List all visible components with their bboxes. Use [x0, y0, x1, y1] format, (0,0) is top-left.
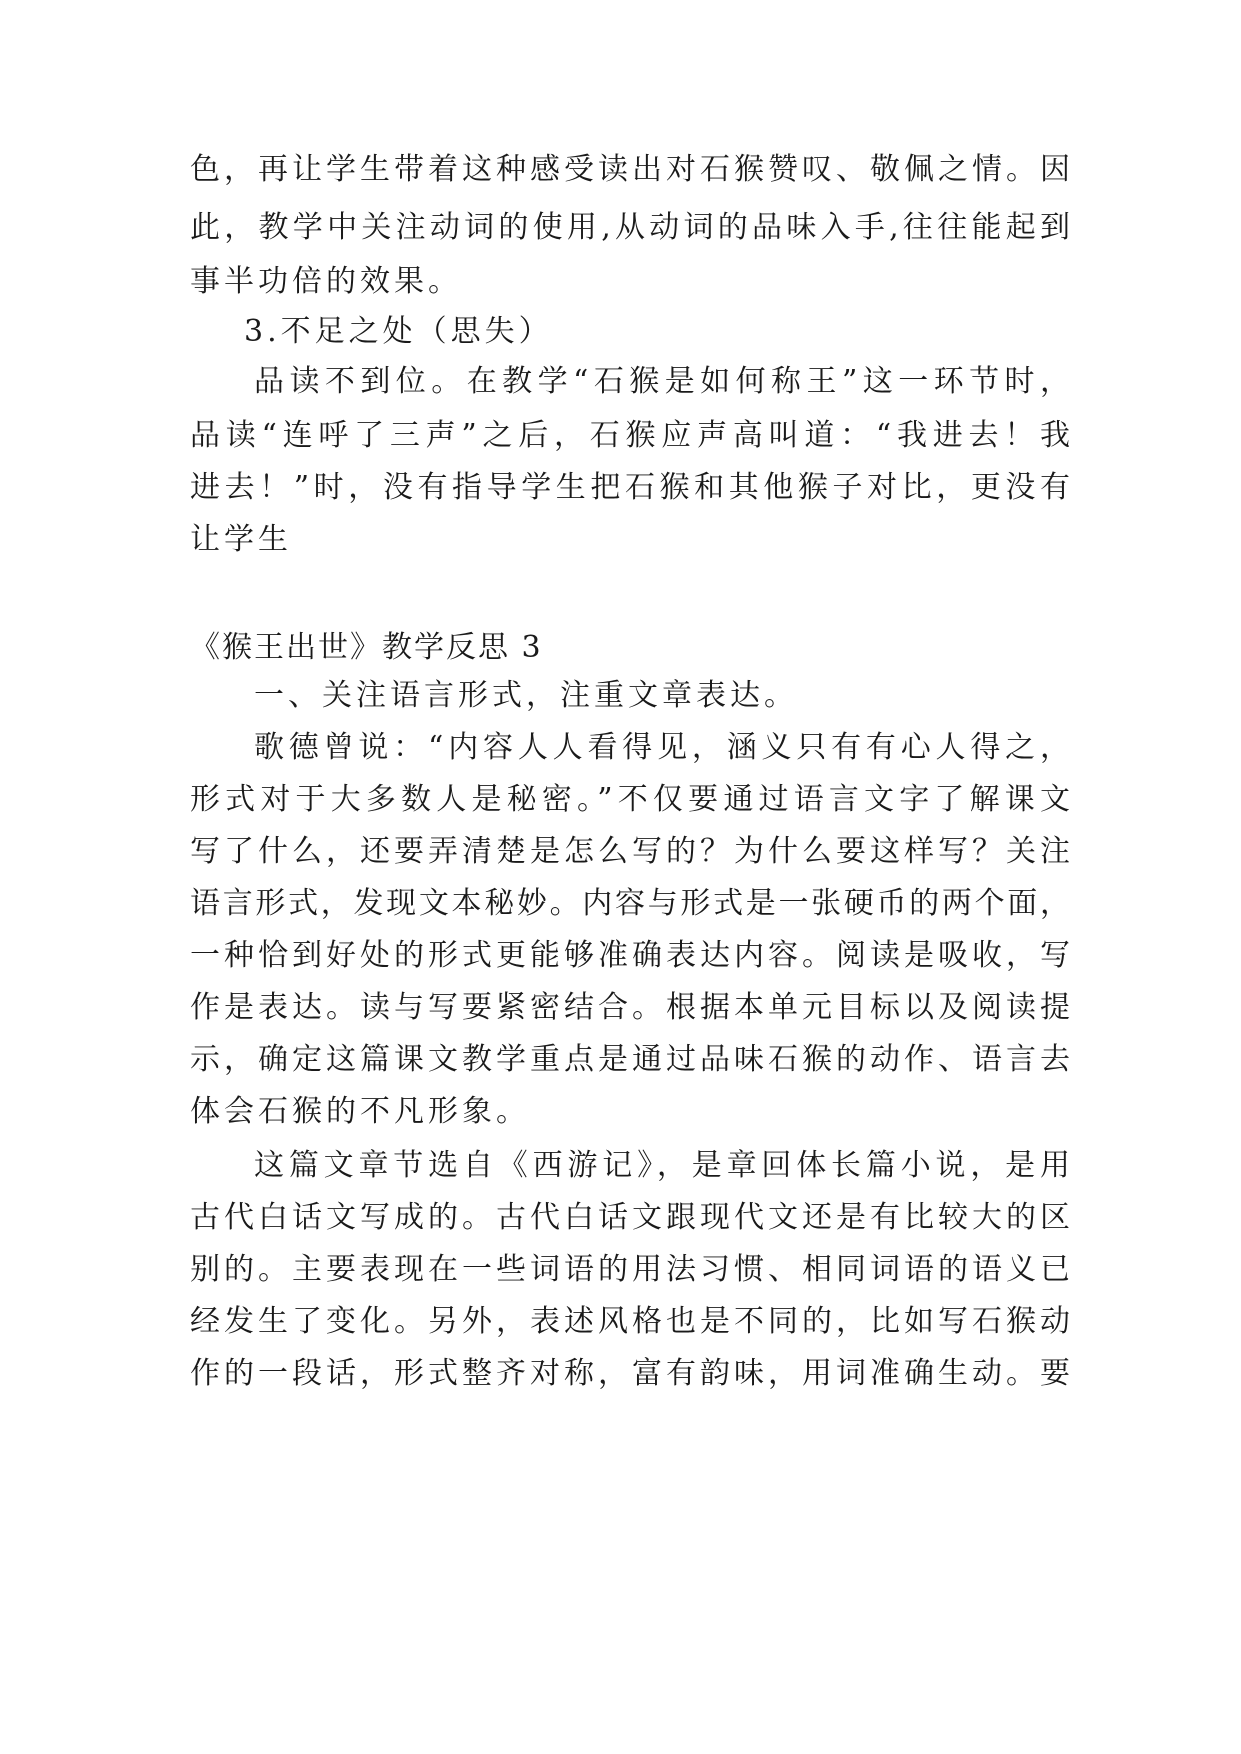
body-line: 形式对于大多数人是秘密。”不仅要通过语言文字了解课文	[190, 782, 1070, 817]
section-heading: 3.不足之处（思失）	[244, 314, 553, 349]
body-line: 歌德曾说：“内容人人看得见，涵义只有有心人得之，	[254, 730, 1070, 765]
body-line: 品读不到位。在教学“石猴是如何称王”这一环节时，	[254, 364, 1070, 399]
body-line: 色，再让学生带着这种感受读出对石猴赞叹、敬佩之情。因	[190, 152, 1070, 187]
document-title: 《猴王出世》教学反思 3	[190, 630, 543, 665]
body-line: 别的。主要表现在一些词语的用法习惯、相同词语的语义已	[190, 1252, 1070, 1287]
body-line: 示，确定这篇课文教学重点是通过品味石猴的动作、语言去	[190, 1042, 1070, 1077]
section-heading: 一、关注语言形式，注重文章表达。	[254, 678, 798, 713]
body-line: 事半功倍的效果。	[190, 264, 462, 299]
body-line: 写了什么，还要弄清楚是怎么写的？为什么要这样写？关注	[190, 834, 1070, 869]
body-line: 体会石猴的不凡形象。	[190, 1094, 530, 1129]
body-line: 作的一段话，形式整齐对称，富有韵味，用词准确生动。要	[190, 1356, 1070, 1391]
body-line: 一种恰到好处的形式更能够准确表达内容。阅读是吸收，写	[190, 938, 1070, 973]
body-line: 这篇文章节选自《西游记》，是章回体长篇小说，是用	[254, 1148, 1070, 1183]
body-line: 进去！”时，没有指导学生把石猴和其他猴子对比，更没有	[190, 470, 1070, 505]
body-line: 品读“连呼了三声”之后，石猴应声高叫道：“我进去！我	[190, 418, 1070, 453]
body-line: 古代白话文写成的。古代白话文跟现代文还是有比较大的区	[190, 1200, 1070, 1235]
body-line: 作是表达。读与写要紧密结合。根据本单元目标以及阅读提	[190, 990, 1070, 1025]
body-line: 让学生	[190, 522, 292, 557]
body-line: 经发生了变化。另外，表述风格也是不同的，比如写石猴动	[190, 1304, 1070, 1339]
body-line: 此，教学中关注动词的使用,从动词的品味入手,往往能起到	[190, 210, 1070, 245]
body-line: 语言形式，发现文本秘妙。内容与形式是一张硬币的两个面，	[190, 886, 1070, 921]
